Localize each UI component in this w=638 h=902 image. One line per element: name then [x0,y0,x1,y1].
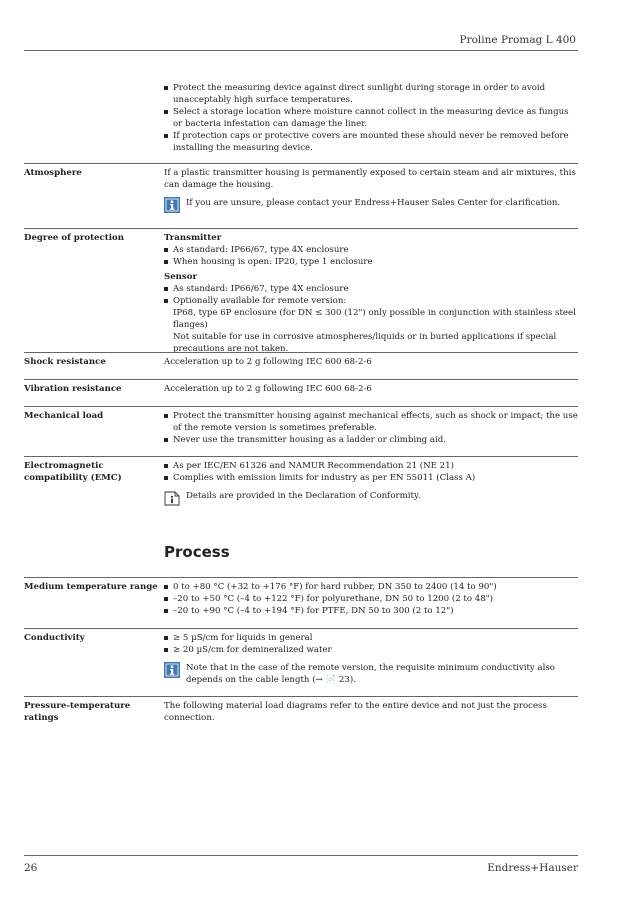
emc-bullet-list [164,460,578,484]
section-divider [24,406,578,407]
mechanical-load-label: Mechanical load [24,411,104,421]
section-divider [24,228,578,229]
list-item: Never use the transmitter housing as a ladder or climbing aid. [164,434,578,446]
sensor-heading: Sensor [164,272,198,282]
list-item: –20 to +50 °C (–4 to +122 °F) for polyurethane, DN 50 to 1200 (2 to 48") [164,593,578,605]
emc-note-text: Details are provided in the Declaration of Conformity. [186,491,421,501]
footer-rule [24,855,578,856]
info-icon [164,197,180,213]
list-item: ≥ 5 µS/cm for liquids in general [164,632,578,644]
section-divider [24,163,578,164]
transmitter-bullet-list [164,244,578,268]
sensor-bullet-list [164,283,578,307]
list-item: Protect the measuring device against direct sunlight during storage in order to avoid unacceptably high surface temperatures. [164,82,578,106]
sensor-restriction-text: Not suitable for use in corrosive atmospheres/liquids or in buried applications if special precautions are not taken. [173,332,557,354]
atmosphere-label: Atmosphere [24,168,82,178]
shock-resistance-text: Acceleration up to 2 g following IEC 600 68-2-6 [164,357,372,367]
page-number: 26 [24,862,38,874]
list-item: Select a storage location where moisture cannot collect in the measuring device as fungus or bacteria infestation can damage the liner. [164,106,578,130]
conductivity-note-text: Note that in the case of the remote version, the requisite minimum conductivity also depends on the cable length (→ 📄 23). [186,663,555,685]
medium-temperature-label: Medium temperature range [24,582,158,592]
list-item: As per IEC/EN 61326 and NAMUR Recommendation 21 (NE 21) [164,460,578,472]
list-item: When housing is open: IP20, type 1 enclosure [164,256,578,268]
section-divider [24,628,578,629]
process-section-title: Process [164,543,230,561]
list-item: If protection caps or protective covers are mounted these should never be removed before installing the measuring device. [164,130,578,154]
conductivity-label: Conductivity [24,633,85,643]
pressure-temperature-label: Pressure-temperature ratings [24,701,131,723]
conductivity-bullet-list [164,632,578,656]
vibration-resistance-label: Vibration resistance [24,384,122,394]
sensor-ip68-text: IP68, type 6P enclosure (for DN ≤ 300 (12") only possible in conjunction with stainless steel flanges) [173,308,576,330]
atmosphere-text: If a plastic transmitter housing is permanently exposed to certain steam and air mixtures, this can damage the housing. [164,168,576,190]
vibration-resistance-text: Acceleration up to 2 g following IEC 600 68-2-6 [164,384,372,394]
atmosphere-note-text: If you are unsure, please contact your Endress+Hauser Sales Center for clarification. [186,198,561,208]
medium-temperature-bullet-list [164,581,578,617]
section-divider [24,456,578,457]
conductivity-note [164,662,578,686]
list-item [164,295,578,307]
emc-note [164,490,578,502]
header-rule [24,50,578,51]
mechanical-load-bullet-list [164,410,578,446]
footer-brand: Endress+Hauser [487,862,578,874]
atmosphere-note [164,197,578,209]
list-item: As standard: IP66/67, type 4X enclosure [164,283,578,295]
degree-of-protection-label: Degree of protection [24,233,124,243]
shock-resistance-label: Shock resistance [24,357,106,367]
list-item: Protect the transmitter housing against mechanical effects, such as shock or impact; the use of the remote version is sometimes preferable. [164,410,578,434]
list-item: Complies with emission limits for industry as per EN 55011 (Class A) [164,472,578,484]
pressure-temperature-text: The following material load diagrams refer to the entire device and not just the process connection. [164,701,547,723]
section-divider [24,577,578,578]
list-item: –20 to +90 °C (–4 to +194 °F) for PTFE, DN 50 to 300 (2 to 12") [164,605,578,617]
list-item: As standard: IP66/67, type 4X enclosure [164,244,578,256]
info-icon [164,662,180,678]
storage-bullet-list [164,82,578,154]
section-divider [24,696,578,697]
document-header-title: Proline Promag L 400 [459,34,576,46]
section-divider [24,379,578,380]
document-info-icon [164,490,180,506]
emc-label: Electromagnetic compatibility (EMC) [24,461,122,483]
list-item: 0 to +80 °C (+32 to +176 °F) for hard rubber, DN 350 to 2400 (14 to 90") [164,581,578,593]
section-divider [24,352,578,353]
sensor-bullet-2-text: Optionally available for remote version: [173,296,347,306]
list-item: ≥ 20 µS/cm for demineralized water [164,644,578,656]
transmitter-heading: Transmitter [164,233,222,243]
